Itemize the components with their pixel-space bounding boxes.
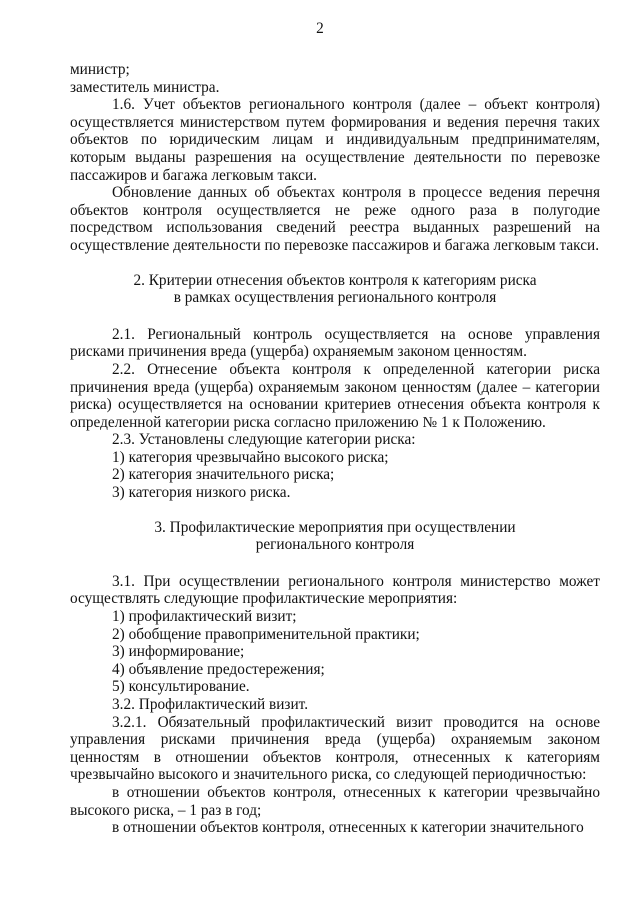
paragraph: 3.2.1. Обязательный профилактический визит проводится на основе управления рисками причинения вреда (ущерба) охраняемым законом ценностям в отношении объектов контроля, отнесенных к категориям чрезвычайно высокого и значительного риска, со следующей периодичностью:	[70, 713, 600, 784]
section-spacer	[70, 554, 600, 573]
paragraph: 1.6. Учет объектов регионального контроля (далее – объект контроля) осуществляется министерством путем формирования и ведения перечня таких объектов по юридическим лицам и индивидуальным предпринимателям, которым выданы разрешения на осуществление деятельности по перевозке пассажиров и багажа легковым такси.	[70, 96, 600, 184]
section-heading	[70, 272, 600, 307]
paragraph: Обновление данных об объектах контроля в процессе ведения перечня объектов контроля осуществляется не реже одного раза в полугодие посредством использования сведений реестра выданных разрешений на осуществление деятельности по перевозке пассажиров и багажа легковым такси.	[70, 184, 600, 254]
paragraph: министр;	[70, 61, 130, 78]
document-body	[70, 61, 600, 837]
paragraph: 2.1. Региональный контроль осуществляется на основе управления рисками причинения вреда (ущерба) охраняемым законом ценностям.	[70, 325, 600, 361]
paragraph: в отношении объектов контроля, отнесенных к категории значительного	[112, 819, 584, 837]
list-item: 3.2. Профилактический визит.	[112, 696, 309, 713]
list-item: 1) категория чрезвычайно высокого риска;	[112, 448, 389, 466]
section-heading-line: 3. Профилактические мероприятия при осуществлении	[154, 518, 516, 536]
list-item: 4) объявление предостережения;	[112, 660, 325, 678]
section-heading-line: 2. Критерии отнесения объектов контроля к категориям риска	[133, 271, 537, 289]
paragraph: 3.1. При осуществлении регионального контроля министерство может осуществлять следующие профилактические мероприятия:	[70, 572, 600, 608]
list-item: 2.3. Установлены следующие категории риска:	[112, 431, 416, 449]
paragraph: в отношении объектов контроля, отнесенных к категории чрезвычайно высокого риска, – 1 раз в год;	[70, 783, 600, 819]
section-heading	[70, 519, 600, 554]
paragraph: заместитель министра.	[70, 78, 220, 96]
page-number: 2	[316, 20, 324, 37]
section-spacer	[70, 502, 600, 519]
section-heading-line: регионального контроля	[255, 536, 415, 554]
section-heading-line: в рамках осуществления регионального контроля	[173, 289, 497, 307]
list-item: 3) категория низкого риска.	[112, 484, 291, 502]
list-item: 2) категория значительного риска;	[112, 466, 335, 484]
section-spacer	[70, 255, 600, 272]
list-item: 1) профилактический визит;	[112, 608, 297, 626]
section-spacer	[70, 307, 600, 326]
list-item: 2) обобщение правоприменительной практики;	[112, 625, 420, 643]
list-item: 5) консультирование.	[112, 678, 250, 696]
paragraph: 2.2. Отнесение объекта контроля к определенной категории риска причинения вреда (ущерба) охраняемым законом ценностям (далее – категории риска) осуществляется на основании критериев отнесения объекта контроля к определенной категории риска согласно приложению № 1 к Положению.	[70, 360, 600, 431]
list-item: 3) информирование;	[112, 643, 245, 661]
